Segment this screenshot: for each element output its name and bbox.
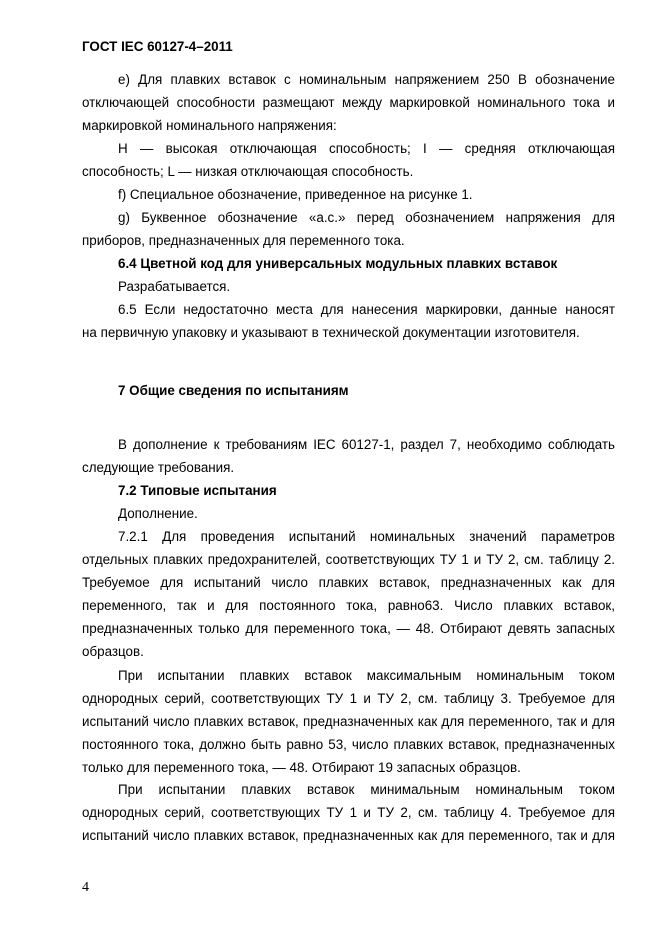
clause-6-4-heading-line: 6.4 Цветной код для универсальных модульных плавких вставок	[118, 256, 558, 271]
clause-7-2-1-line: отдельных плавких предохранителей, соответствующих ТУ 1 и ТУ 2, см. таблицу 2.	[82, 552, 615, 567]
clause-7-2-heading-line: 7.2 Типовые испытания	[118, 483, 277, 498]
document-code-header: ГОСТ IEC 60127-4–2011	[82, 39, 233, 54]
item-e-line: отключающей способности размещают между маркировкой номинального тока и	[82, 95, 615, 110]
paragraph-max-current-line: однородных серий, соответствующих ТУ 1 и ТУ 2, см. таблицу 3. Требуемое для	[82, 691, 615, 706]
clause-7-2-1-line: образцов.	[82, 644, 144, 659]
clause-6-4-body-line: Разрабатывается.	[118, 279, 231, 294]
page-number: 4	[82, 880, 89, 895]
paragraph-max-current-line: При испытании плавких вставок максимальным номинальным током	[118, 668, 615, 683]
clause-7-2-1-line: Требуемое для испытаний число плавких вставок, предназначенных как для	[82, 575, 615, 590]
item-e-line: е) Для плавких вставок с номинальным напряжением 250 В обозначение	[118, 72, 615, 87]
paragraph-max-current-line: только для переменного тока, — 48. Отбирают 19 запасных образцов.	[82, 760, 521, 775]
clause-6-5-line: на первичную упаковку и указывают в технической документации изготовителя.	[82, 325, 580, 340]
paragraph-min-current-line: При испытании плавких вставок минимальным номинальным током	[118, 782, 615, 797]
paragraph-min-current-line: однородных серий, соответствующих ТУ 1 и ТУ 2, см. таблицу 4. Требуемое для	[82, 805, 615, 820]
item-f-line: f) Специальное обозначение, приведенное на рисунке 1.	[118, 187, 473, 202]
section-7-intro-line: В дополнение к требованиям IEC 60127-1, раздел 7, необходимо соблюдать	[118, 437, 615, 452]
section-7-intro-line: следующие требования.	[82, 460, 235, 475]
item-g-line: g) Буквенное обозначение «а.с.» перед обозначением напряжения для	[118, 210, 615, 225]
clause-7-2-1-line: предназначенных только для переменного тока, — 48. Отбирают девять запасных	[82, 621, 615, 636]
paragraph-min-current-line: испытаний число плавких вставок, предназначенных как для переменного, так и для	[82, 828, 615, 843]
clause-6-5-line: 6.5 Если недостаточно места для нанесения маркировки, данные наносят	[118, 302, 615, 317]
item-e-values-line: способность; L — низкая отключающая способность.	[82, 164, 414, 179]
item-e-line: маркировкой номинального напряжения:	[82, 118, 337, 133]
paragraph-max-current-line: испытаний число плавких вставок, предназначенных как для переменного, так и для	[82, 714, 615, 729]
item-e-values-line: Н — высокая отключающая способность; I — средняя отключающая	[118, 141, 615, 156]
clause-7-2-body-line: Дополнение.	[118, 506, 198, 521]
item-g-line: приборов, предназначенных для переменного тока.	[82, 233, 405, 248]
clause-7-2-1-line: 7.2.1 Для проведения испытаний номинальных значений параметров	[118, 529, 615, 544]
section-7-heading-line: 7 Общие сведения по испытаниям	[118, 383, 349, 398]
paragraph-max-current-line: постоянного тока, должно быть равно 53, число плавких вставок, предназначенных	[82, 737, 615, 752]
clause-7-2-1-line: переменного, так и для постоянного тока, равно63. Число плавких вставок,	[82, 598, 615, 613]
